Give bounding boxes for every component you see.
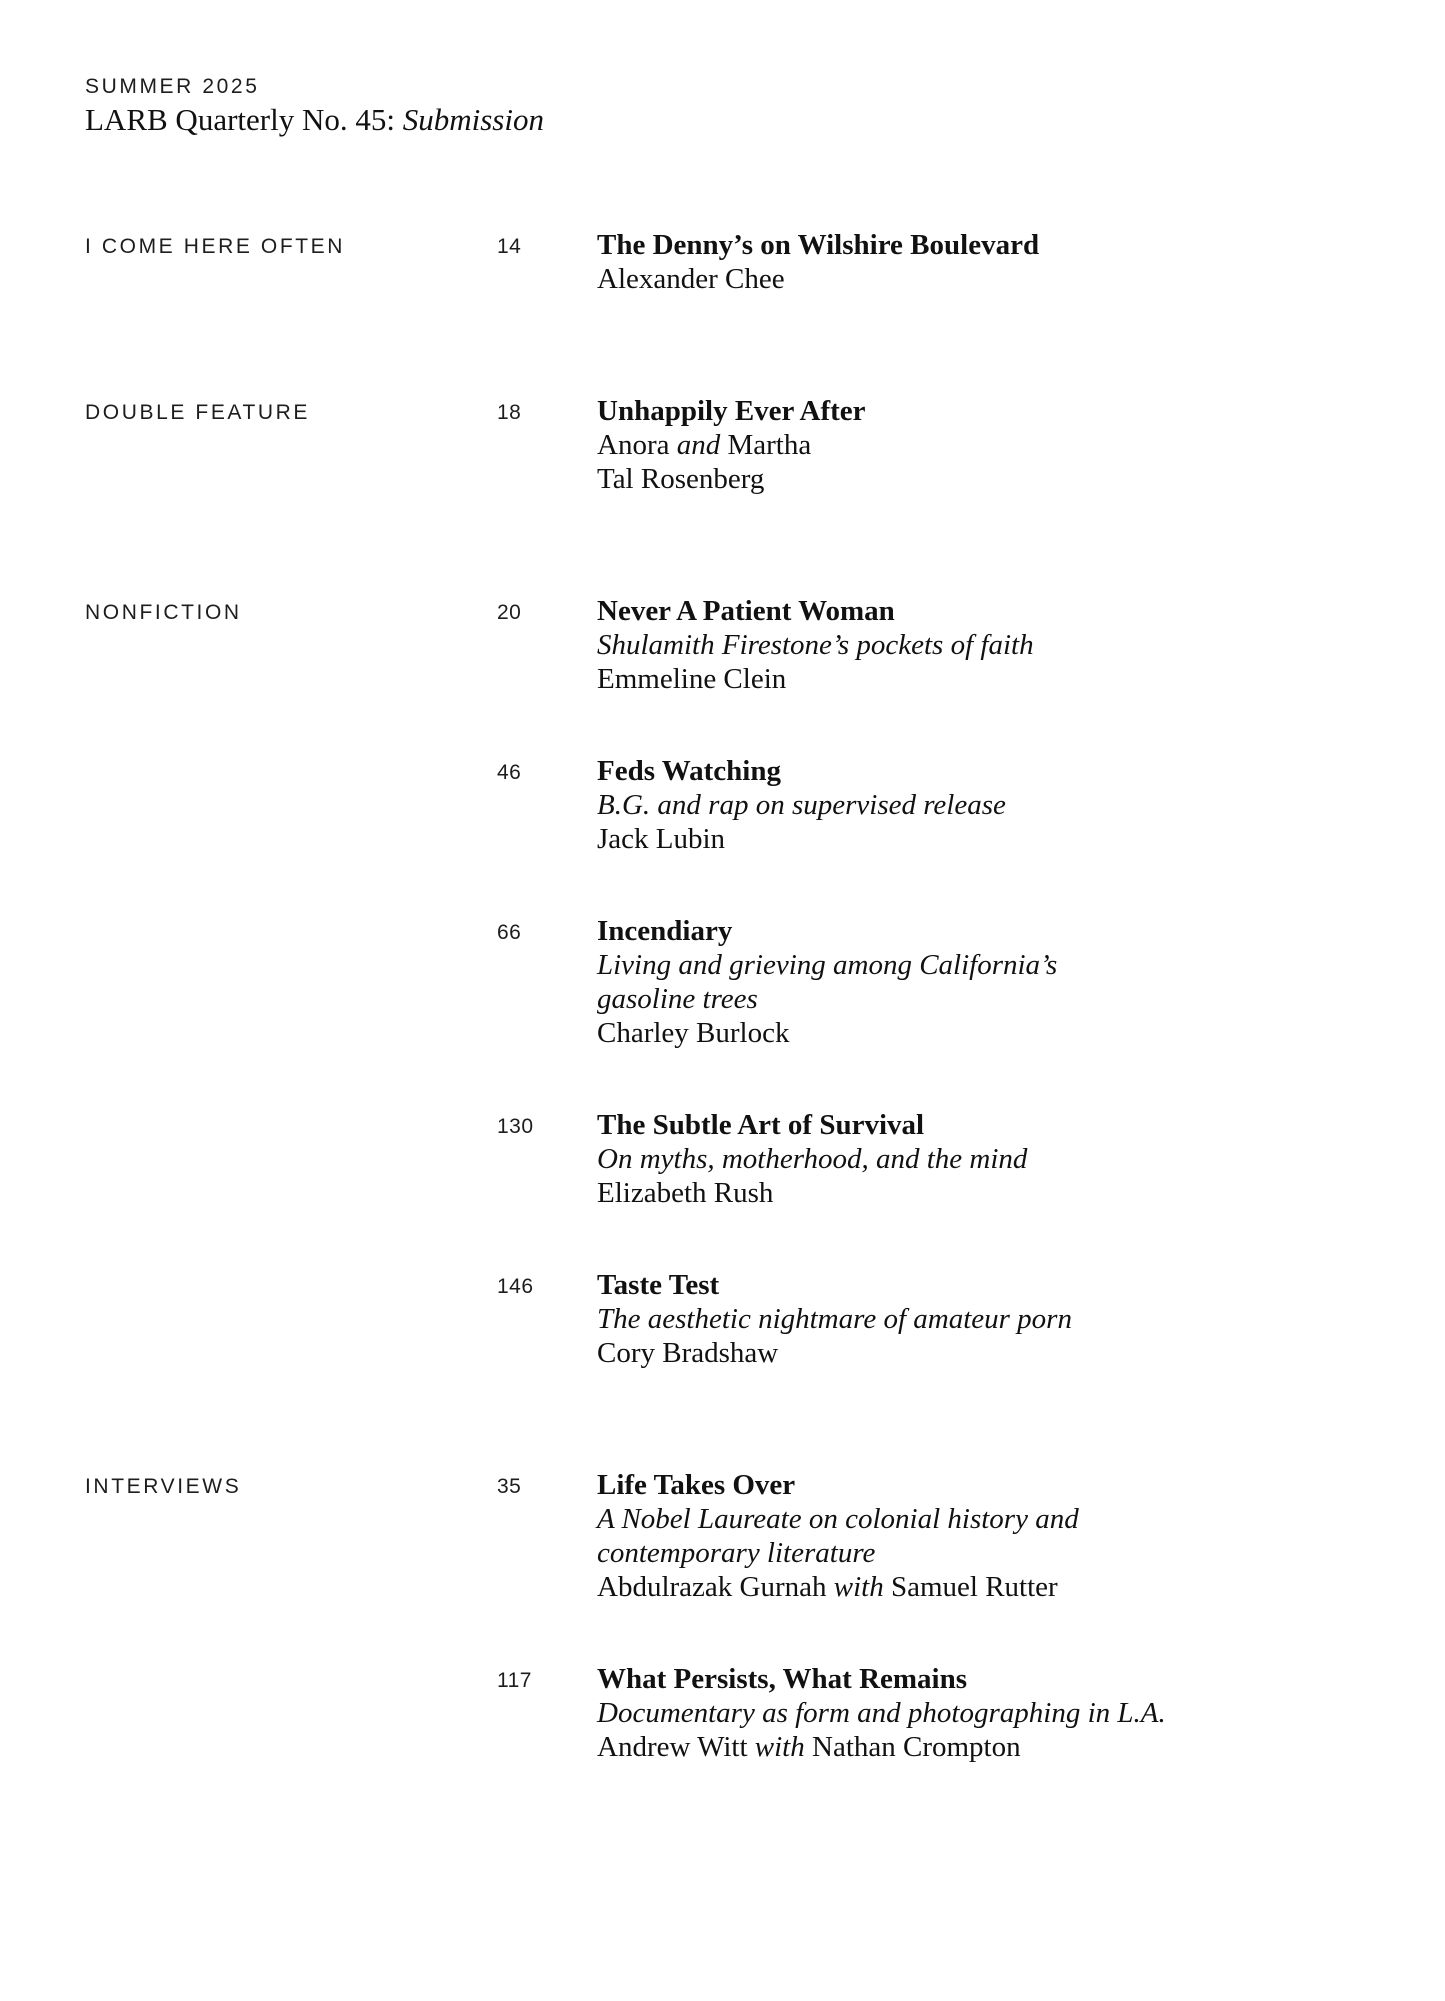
entry-content: [597, 754, 1385, 856]
text-segment: Documentary as form and photographing in L.A.: [597, 1697, 1166, 1729]
entry-title: [597, 1662, 1385, 1696]
page-number: 35: [497, 1475, 522, 1498]
page-number: 18: [497, 401, 522, 424]
text-segment: Alexander Chee: [597, 263, 785, 295]
toc-entry: [85, 394, 1385, 496]
text-segment: Unhappily Ever After: [597, 395, 866, 427]
text-segment: Life Takes Over: [597, 1469, 796, 1501]
text-segment: Taste Test: [597, 1269, 720, 1301]
entry-line: [597, 788, 1385, 822]
text-segment: Never A Patient Woman: [597, 595, 895, 627]
section-label: DOUBLE FEATURE: [85, 401, 311, 424]
text-segment: What Persists, What Remains: [597, 1663, 968, 1695]
issue-title-theme: Submission: [402, 102, 544, 137]
page-number: 14: [497, 235, 522, 258]
text-segment: The Denny’s on Wilshire Boulevard: [597, 229, 1040, 261]
text-segment: with: [754, 1731, 805, 1763]
text-segment: gasoline trees: [597, 983, 758, 1015]
text-segment: B.G. and rap on supervised release: [597, 789, 1006, 821]
entry-line: [597, 982, 1385, 1016]
toc-entry: [85, 1468, 1385, 1604]
issue-title-text: LARB Quarterly No. 45:: [85, 102, 403, 137]
entry-line: [597, 1570, 1385, 1604]
text-segment: Anora: [597, 429, 677, 461]
entry-content: [597, 1468, 1385, 1604]
text-segment: with: [833, 1571, 884, 1603]
toc-entry: [85, 754, 1385, 856]
text-segment: Charley Burlock: [597, 1017, 790, 1049]
entry-title: [597, 1468, 1385, 1502]
page-number: 146: [497, 1275, 534, 1298]
issue-title: [85, 100, 1385, 140]
text-segment: Tal Rosenberg: [597, 463, 765, 495]
entry-line: [597, 428, 1385, 462]
text-segment: Elizabeth Rush: [597, 1177, 774, 1209]
entry-line: [597, 1730, 1385, 1764]
text-segment: Incendiary: [597, 915, 733, 947]
entry-line: [597, 662, 1385, 696]
page-number: 46: [497, 761, 522, 784]
entry-title: [597, 914, 1385, 948]
entry-line: [597, 822, 1385, 856]
entry-line: [597, 1142, 1385, 1176]
entry-line: [597, 628, 1385, 662]
page-number: 117: [497, 1669, 532, 1692]
text-segment: Cory Bradshaw: [597, 1337, 779, 1369]
text-segment: and: [676, 429, 721, 461]
text-segment: A Nobel Laureate on colonial history and: [597, 1503, 1079, 1535]
text-segment: Abdulrazak Gurnah: [597, 1571, 834, 1603]
text-segment: Nathan Crompton: [804, 1731, 1021, 1763]
page-number: 66: [497, 921, 522, 944]
section-label: [85, 1108, 497, 1113]
entry-content: [597, 394, 1385, 496]
entry-line: [597, 1536, 1385, 1570]
text-segment: Feds Watching: [597, 755, 781, 787]
section-label: [85, 1662, 497, 1667]
entry-title: [597, 394, 1385, 428]
entry-title: [597, 754, 1385, 788]
entry-title: [597, 228, 1385, 262]
entry-title: [597, 1268, 1385, 1302]
section-label: NONFICTION: [85, 601, 242, 624]
text-segment: Living and grieving among California’s: [597, 949, 1058, 981]
toc-entries: [85, 228, 1385, 1764]
text-segment: Andrew Witt: [597, 1731, 755, 1763]
text-segment: Emmeline Clein: [597, 663, 787, 695]
toc-entry: [85, 1268, 1385, 1370]
page-number: 20: [497, 601, 522, 624]
text-segment: Shulamith Firestone’s pockets of faith: [597, 629, 1034, 661]
entry-line: [597, 1016, 1385, 1050]
text-segment: On myths, motherhood, and the mind: [597, 1143, 1028, 1175]
text-segment: Martha: [720, 429, 812, 461]
entry-line: [597, 1696, 1385, 1730]
masthead: [85, 74, 1385, 140]
section-label: INTERVIEWS: [85, 1475, 242, 1498]
toc-entry: [85, 1662, 1385, 1764]
entry-content: [597, 1108, 1385, 1210]
entry-line: [597, 1302, 1385, 1336]
entry-title: [597, 594, 1385, 628]
page-number: 130: [497, 1115, 534, 1138]
text-segment: Samuel Rutter: [883, 1571, 1058, 1603]
text-segment: Jack Lubin: [597, 823, 726, 855]
entry-title: [597, 1108, 1385, 1142]
toc-entry: [85, 914, 1385, 1050]
toc-entry: [85, 594, 1385, 696]
entry-line: [597, 262, 1385, 296]
entry-line: [597, 462, 1385, 496]
entry-line: [597, 948, 1385, 982]
text-segment: The Subtle Art of Survival: [597, 1109, 925, 1141]
entry-line: [597, 1176, 1385, 1210]
toc-entry: [85, 228, 1385, 296]
entry-content: [597, 1662, 1385, 1764]
text-segment: The aesthetic nightmare of amateur porn: [597, 1303, 1072, 1335]
section-label: I COME HERE OFTEN: [85, 235, 346, 258]
entry-content: [597, 1268, 1385, 1370]
section-label: [85, 914, 497, 919]
entry-content: [597, 914, 1385, 1050]
text-segment: contemporary literature: [597, 1537, 876, 1569]
entry-line: [597, 1502, 1385, 1536]
issue-season: SUMMER 2025: [85, 75, 260, 98]
section-label: [85, 754, 497, 759]
entry-content: [597, 228, 1385, 296]
section-label: [85, 1268, 497, 1273]
entry-line: [597, 1336, 1385, 1370]
toc-entry: [85, 1108, 1385, 1210]
entry-content: [597, 594, 1385, 696]
